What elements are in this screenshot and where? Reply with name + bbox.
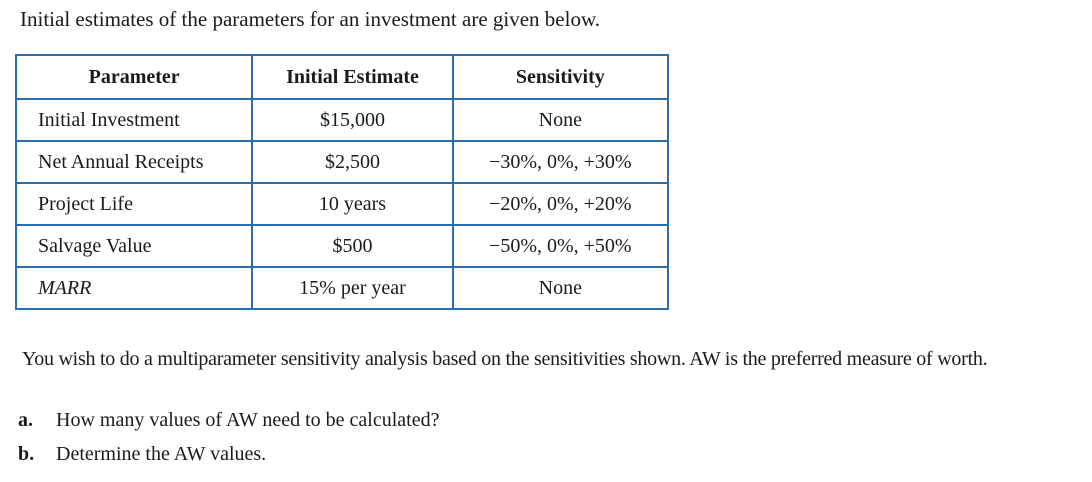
estimate-cell: $2,500 xyxy=(252,141,452,183)
question-a xyxy=(18,407,439,433)
parameter-table xyxy=(15,54,669,310)
estimate-cell: $15,000 xyxy=(252,99,452,141)
table-header-row xyxy=(16,55,668,99)
header-parameter: Parameter xyxy=(16,55,252,99)
question-letter: b. xyxy=(18,443,35,465)
table-row xyxy=(16,225,668,267)
table-row xyxy=(16,267,668,309)
estimate-cell: 10 years xyxy=(252,183,452,225)
table-row xyxy=(16,99,668,141)
estimate-cell: 15% per year xyxy=(252,267,452,309)
parameter-cell: Initial Investment xyxy=(16,99,252,141)
question-letter: a. xyxy=(18,409,33,431)
table-row xyxy=(16,183,668,225)
sensitivity-cell: −20%, 0%, +20% xyxy=(453,183,668,225)
question-b xyxy=(18,441,266,467)
intro-text: Initial estimates of the parameters for an investment are given below. xyxy=(20,7,601,31)
parameter-cell: Project Life xyxy=(16,183,252,225)
sensitivity-cell: None xyxy=(453,267,668,309)
question-text: How many values of AW need to be calculated? xyxy=(56,409,440,431)
header-initial-estimate: Initial Estimate xyxy=(252,55,452,99)
sensitivity-cell: −30%, 0%, +30% xyxy=(453,141,668,183)
estimate-cell: $500 xyxy=(252,225,452,267)
sensitivity-cell: None xyxy=(453,99,668,141)
question-text: Determine the AW values. xyxy=(56,443,267,465)
instructions-paragraph: You wish to do a multiparameter sensitivity analysis based on the sensitivities shown. AW is the preferred measure of worth. xyxy=(22,348,988,370)
parameter-cell: Net Annual Receipts xyxy=(16,141,252,183)
sensitivity-cell: −50%, 0%, +50% xyxy=(453,225,668,267)
parameter-cell: Salvage Value xyxy=(16,225,252,267)
parameter-cell: MARR xyxy=(16,267,252,309)
table-row xyxy=(16,141,668,183)
header-sensitivity: Sensitivity xyxy=(453,55,668,99)
